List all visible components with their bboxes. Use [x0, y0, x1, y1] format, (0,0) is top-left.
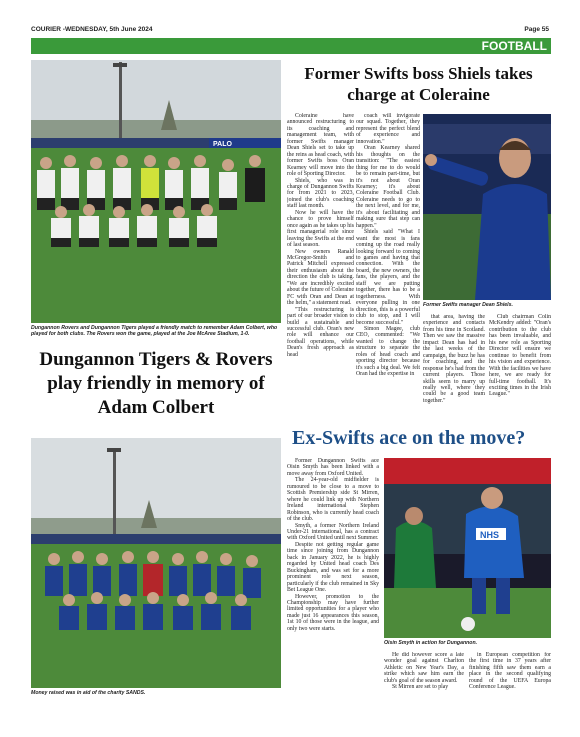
paragraph: Smyth, a former Northern Ireland Under-21 international, has a contract with Oxford United until next Summer. [287, 522, 379, 542]
shiels-column-1 [287, 113, 354, 428]
shiels-headline: Former Swifts boss Shiels takes charge at Coleraine [304, 64, 533, 104]
paragraph: coach will invigorate our squad. Together, they represent the perfect blend of experience and innovation." [356, 113, 420, 145]
team-photo-2 [31, 438, 281, 688]
paragraph: Club chairman Colin McKendry added: "Oran's contribution to the club has been invaluable, and his new role as Sporting Director will ensure we continue to benefit from his vision and experience. With the facilities we have here, we are ready for full-time football. It's exciting times in the Irish League." [489, 314, 551, 398]
team-photo-1-image [31, 60, 281, 323]
shiels-photo-caption: Former Swifts manager Dean Shiels. [423, 302, 513, 308]
shiels-photo-image [423, 114, 551, 300]
page-header [31, 24, 551, 36]
paragraph: Coleraine have announced restructuring to its coaching and management team, with former Swifts manager Dean Shiels set to take up the reins as head coach, with former Swifts boss Oran Kearney will move into the role of Sporting Director. [287, 113, 354, 178]
banner-text: PALO [213, 141, 232, 148]
paragraph: St Mirren are set to play [392, 684, 449, 691]
dungannon-headline: Dungannon Tigers & Rovers play friendly in memory of Adam Colbert [39, 349, 273, 418]
section-bar [31, 38, 551, 54]
smyth-column-3 [469, 652, 551, 698]
smyth-photo-image [384, 458, 551, 638]
paragraph: The 24-year-old midfielder is rumoured to be close to a move to Scottish Premiership side St Mirren, where he could link up with Northern Ireland international Stephen Robinson, who is currently head coach of the club. [287, 477, 379, 523]
shiels-column-4 [489, 314, 551, 428]
paragraph: in European competition for the first time in 37 years after finishing fifth saw them earn a place in the second qualifying round of the UEFA Europa Conference League. [469, 652, 551, 691]
smyth-column-2 [384, 652, 464, 698]
smyth-column-1 [287, 458, 379, 698]
team-photo-1 [31, 60, 281, 323]
paragraph: Oran Kearney shared his thoughts on the transition: "The easiest thing for me to do would be to remain part-time, but it's not about Oran Kearney; it's about Coleraine Football Club. Coleraine needs to go to the next level, and for me, it's about facilitating and making sure that step can happen." [356, 145, 420, 229]
team-photo-2-image [31, 438, 281, 688]
paragraph: that area, having the experience and contacts from his time in Scotland. Then we saw the massive impact Dean has had in the last weeks of the campaign, the buzz he has for coaching, and the response he's had from the current players. Those skills seem to marry up really well, where they could be a good team together." [423, 314, 485, 404]
paragraph: Simon Magee, club CEO, commented: "We wanted to change the structure to separate the roles of head coach and sporting director because it's such a big deal. We felt Oran had the expertise in [356, 325, 420, 378]
smyth-photo-caption: Oisin Smyth in action for Dungannon. [384, 640, 478, 646]
paragraph: Despite not getting regular game time since joining from Dungannon back in January 2022, he is highly regarded by United head coach Des Buckingham, and was set for a more prominent role next season, particularly if the club remained in Sky Bet League One. [287, 541, 379, 594]
shirt-text: NHS [480, 530, 500, 540]
team-photo-2-caption: Money raised was in aid of the charity SANDS. [31, 690, 146, 696]
paragraph: He did however score a late wonder goal against Charlton Athletic on New Year's Day, a strike which saw him earn the club's goal of the season award. [384, 652, 464, 684]
paragraph: Shiels, who was in charge of Dungannon Swifts for from 2021 to 2023, joined the club's coaching staff last month. [287, 177, 354, 210]
paragraph: Shiels said "What I want the most is fans coming up the road really looking forward to coming to games and having that connection. With the board, the new owners, the fans, the players, and the staff we are putting together, there has to be a togetherness. With everyone pulling in one direction, this is a powerful club to stop, and I will become successful." [356, 229, 420, 326]
paragraph: "This restructuring is part of our broader vision to build a sustainable and successful club. Oran's new role will enhance our football operations, while Dean's fresh approach as head [287, 306, 354, 358]
paragraph: Now he will have the chance to prove himself once again as he takes up his first managerial role since leaving the Swifts at the end of last season. [287, 209, 354, 249]
publication-date: COURIER -WEDNESDAY, 5th June 2024 [31, 26, 153, 33]
page-number: Page 55 [524, 26, 549, 33]
section-title: FOOTBALL [481, 39, 547, 53]
smyth-photo [384, 458, 551, 638]
shiels-column-3 [423, 314, 485, 428]
paragraph: New owners Ranald McGregor-Smith and Patrick Mitchell expressed their enthusiasm about the direction the club is taking. "We are incredibly excited about the future of Coleraine FC with Oran and Dean at the helm," a statement read. [287, 248, 354, 307]
shiels-column-2 [356, 113, 420, 428]
paragraph: Former Dungannon Swifts ace Oisin Smyth has been linked with a move away from Oxford United. [287, 458, 379, 477]
paragraph: However, promotion to the Championship may have further limited opportunities for a player who made just 16 appearances this season, 1st 10 of those were in the league, and only two were starts. [287, 593, 379, 632]
team-photo-1-caption: Dungannon Rovers and Dungannon Tigers played a friendly match to remember Adam Colbert, who played for both clubs. The Rovers won the game, played at the Joe McAree Stadium, 1-0. [31, 325, 278, 338]
smyth-headline: Ex-Swifts ace on the move? [292, 427, 526, 449]
shiels-photo [423, 114, 551, 300]
